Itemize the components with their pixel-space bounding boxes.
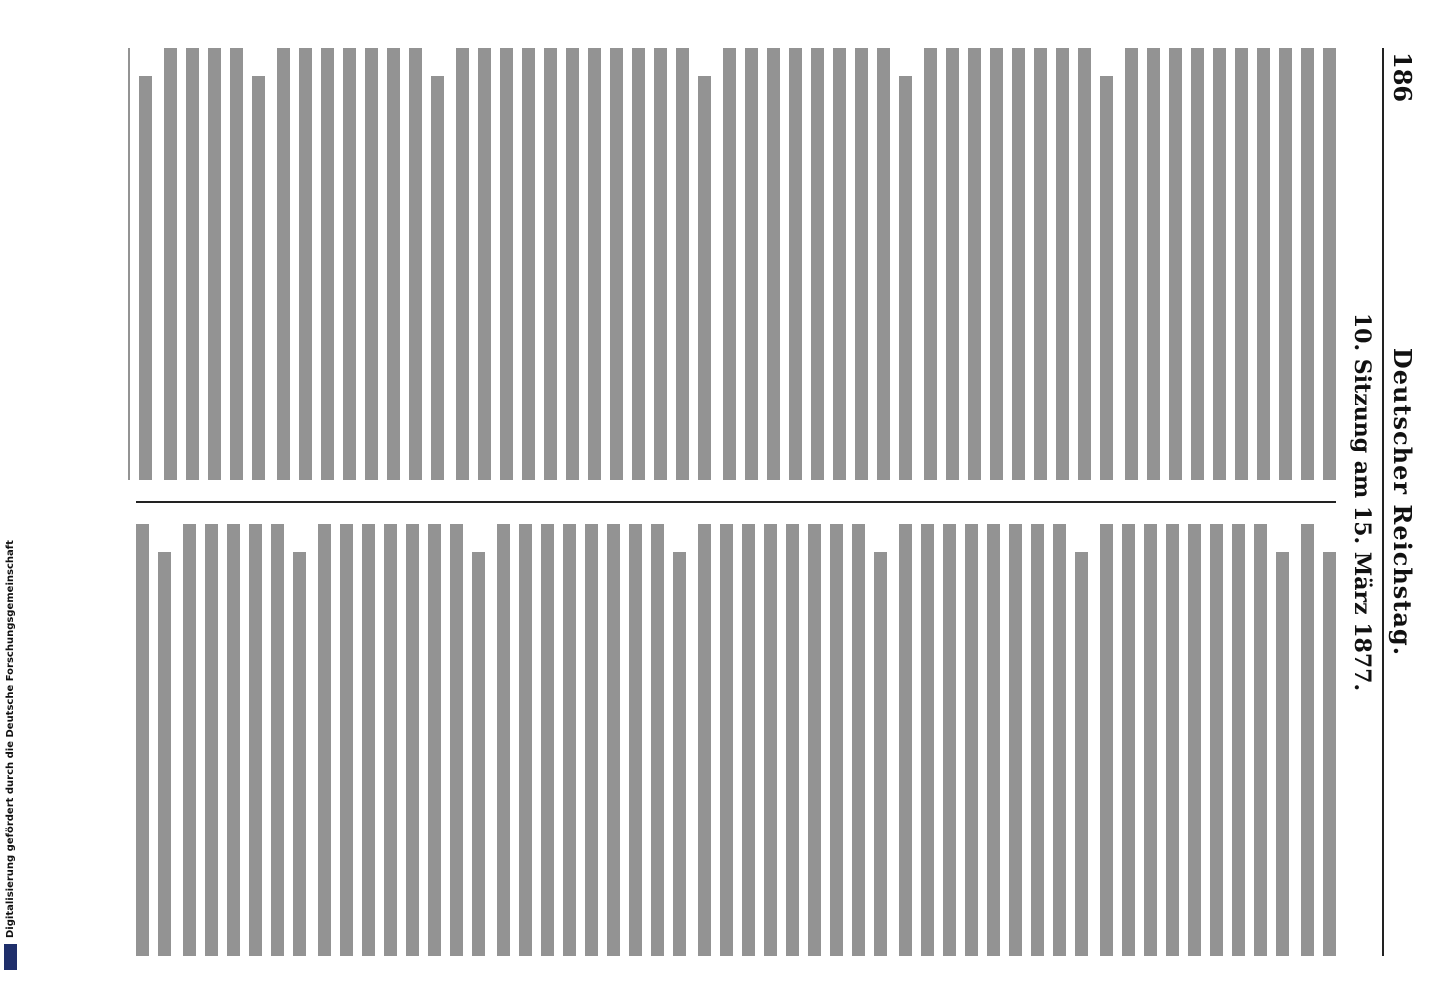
journal-title: Deutscher Reichstag. (1388, 347, 1417, 657)
text-line-unread (139, 76, 152, 480)
text-line-unread (1210, 524, 1223, 956)
text-line-unread (293, 552, 306, 956)
text-line-unread (789, 48, 802, 480)
session-line: 10. Sitzung am 15. März 1877. (1349, 312, 1375, 692)
text-line-unread (318, 524, 331, 956)
text-line-unread (1100, 524, 1113, 956)
scanned-page (120, 48, 1420, 960)
text-line-unread (874, 552, 887, 956)
text-line-unread (519, 524, 532, 956)
text-line-unread (456, 48, 469, 480)
text-line-unread (1191, 48, 1204, 480)
text-line-unread (1122, 524, 1135, 956)
text-line-unread (566, 48, 579, 480)
text-line-unread (1075, 552, 1088, 956)
text-line-unread (277, 48, 290, 480)
text-line-unread (1276, 552, 1289, 956)
paragraph-unread (1125, 48, 1336, 480)
text-line-unread (249, 524, 262, 956)
digitization-credit (3, 30, 19, 970)
text-line-unread (1257, 48, 1270, 480)
text-line-unread (921, 524, 934, 956)
text-line-unread (676, 48, 689, 480)
text-line-unread (968, 48, 981, 480)
text-line-unread (1100, 76, 1113, 480)
text-line-unread (764, 524, 777, 956)
text-line-unread (990, 48, 1003, 480)
paragraph-unread (318, 524, 485, 956)
text-line-unread (478, 48, 491, 480)
text-line-unread (629, 524, 642, 956)
text-line-unread (585, 524, 598, 956)
text-line-unread (833, 48, 846, 480)
text-line-unread (472, 552, 485, 956)
text-line-unread (428, 524, 441, 956)
text-line-unread (1053, 524, 1066, 956)
text-line-unread (1188, 524, 1201, 956)
text-line-unread (698, 524, 711, 956)
text-line-unread (1279, 48, 1292, 480)
text-line-unread (720, 524, 733, 956)
dfg-logo (4, 944, 17, 970)
text-line-unread (786, 524, 799, 956)
text-line-unread (808, 524, 821, 956)
page-spread (120, 48, 1420, 956)
text-line-unread (1232, 524, 1245, 956)
paragraph-unread (128, 524, 171, 956)
text-line-unread (946, 48, 959, 480)
text-line-unread (965, 524, 978, 956)
text-line-unread (362, 524, 375, 956)
text-line-unread (208, 48, 221, 480)
paragraph-unread (277, 48, 444, 480)
text-line-unread (544, 48, 557, 480)
text-line-unread (1147, 48, 1160, 480)
text-line-unread (830, 524, 843, 956)
text-line-unread (1254, 524, 1267, 956)
text-line-unread (742, 524, 755, 956)
text-line-unread (654, 48, 667, 480)
text-column-right (128, 524, 1336, 956)
text-line-unread (136, 524, 149, 956)
text-line-unread (651, 524, 664, 956)
text-line-unread (855, 48, 868, 480)
text-line-unread (1235, 48, 1248, 480)
text-line-unread (230, 48, 243, 480)
text-line-unread (1012, 48, 1025, 480)
paragraph-unread (723, 48, 912, 480)
paragraph-unread (456, 48, 711, 480)
paragraph-unread (924, 48, 1113, 480)
text-line-unread (563, 524, 576, 956)
text-line-unread (205, 524, 218, 956)
text-line-unread (610, 48, 623, 480)
text-line-unread (1169, 48, 1182, 480)
text-line-unread (698, 76, 711, 480)
text-line-unread (1213, 48, 1226, 480)
text-line-unread (1301, 48, 1314, 480)
paragraph-unread (164, 48, 265, 480)
text-line-unread (924, 48, 937, 480)
text-line-unread (387, 48, 400, 480)
text-line-unread (128, 48, 130, 480)
text-line-unread (522, 48, 535, 480)
text-line-unread (365, 48, 378, 480)
text-line-unread (811, 48, 824, 480)
text-line-unread (745, 48, 758, 480)
text-line-unread (343, 48, 356, 480)
text-line-unread (1323, 552, 1336, 956)
text-line-unread (186, 48, 199, 480)
text-line-unread (500, 48, 513, 480)
text-line-unread (227, 524, 240, 956)
text-line-unread (1323, 48, 1336, 480)
text-line-unread (384, 524, 397, 956)
page-number: 186 (1388, 52, 1417, 103)
text-line-unread (767, 48, 780, 480)
running-head (1382, 48, 1420, 956)
text-line-unread (1144, 524, 1157, 956)
text-line-unread (1166, 524, 1179, 956)
text-line-unread (588, 48, 601, 480)
text-line-unread (321, 48, 334, 480)
text-line-unread (252, 76, 265, 480)
paragraph-unread (183, 524, 306, 956)
text-line-unread (723, 48, 736, 480)
text-line-unread (1009, 524, 1022, 956)
text-line-unread (943, 524, 956, 956)
text-line-unread (899, 524, 912, 956)
paragraph-unread (899, 524, 1088, 956)
text-line-unread (607, 524, 620, 956)
text-line-unread (164, 48, 177, 480)
text-line-unread (1301, 524, 1314, 956)
text-line-unread (1078, 48, 1091, 480)
column-rule (136, 501, 1336, 503)
paragraph-unread (1100, 524, 1289, 956)
text-line-unread (271, 524, 284, 956)
text-line-unread (406, 524, 419, 956)
text-line-unread (877, 48, 890, 480)
paragraph-unread (128, 48, 152, 480)
paragraph-unread (1301, 524, 1336, 956)
text-line-unread (1034, 48, 1047, 480)
text-line-unread (450, 524, 463, 956)
text-line-unread (340, 524, 353, 956)
text-line-unread (497, 524, 510, 956)
text-line-unread (431, 76, 444, 480)
text-line-unread (299, 48, 312, 480)
text-line-unread (632, 48, 645, 480)
text-line-unread (852, 524, 865, 956)
text-line-unread (673, 552, 686, 956)
text-line-unread (183, 524, 196, 956)
digitization-credit-text: Digitalisierung gefördert durch die Deutsche Forschungsgemeinschaft (5, 540, 16, 938)
paragraph-unread (497, 524, 686, 956)
text-line-unread (158, 552, 171, 956)
text-line-unread (1125, 48, 1138, 480)
text-line-unread (1056, 48, 1069, 480)
text-line-unread (899, 76, 912, 480)
text-line-unread (1031, 524, 1044, 956)
text-line-unread (409, 48, 422, 480)
text-line-unread (987, 524, 1000, 956)
text-column-left (128, 48, 1336, 480)
text-line-unread (541, 524, 554, 956)
paragraph-unread (698, 524, 887, 956)
